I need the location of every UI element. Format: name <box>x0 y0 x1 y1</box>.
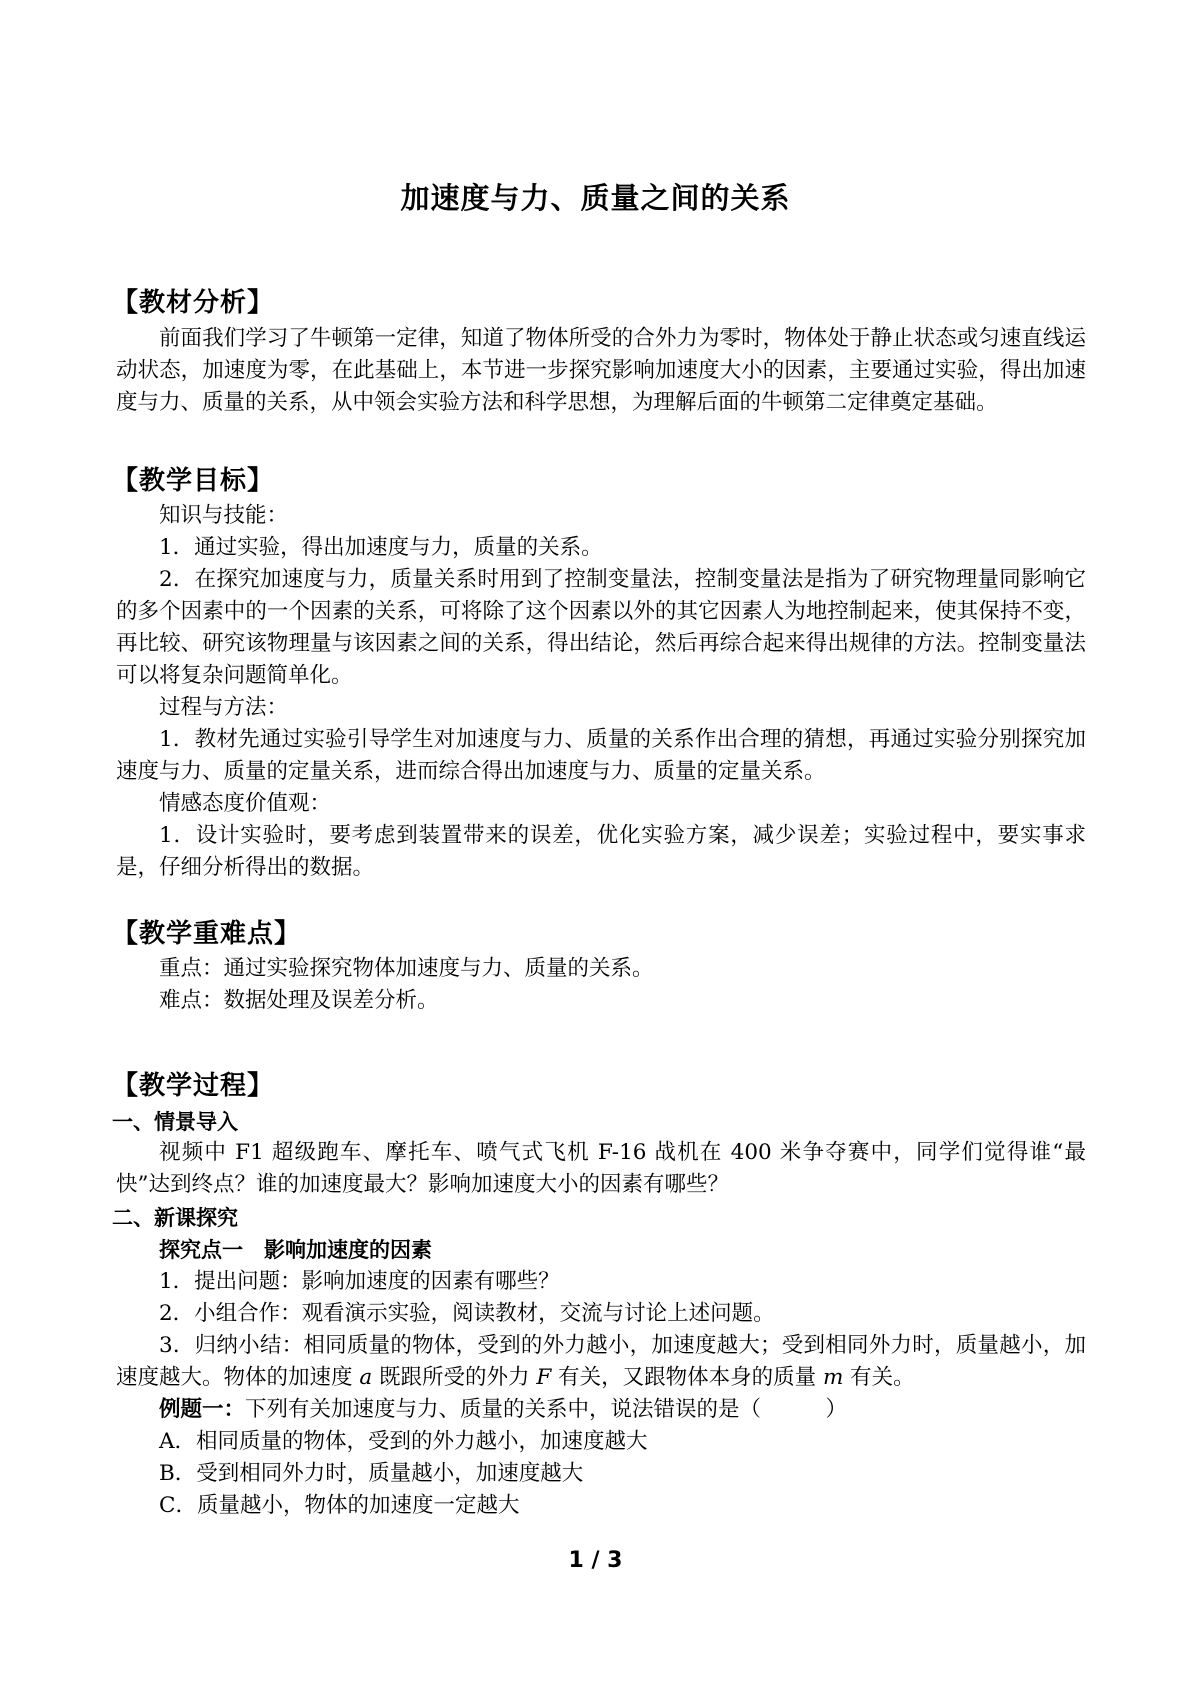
var-f: F <box>536 1365 552 1390</box>
option-b: B．受到相同外力时，质量越小，加速度越大 <box>159 1461 584 1486</box>
process-label: 过程与方法： <box>159 695 289 720</box>
page-number: 1 / 3 <box>568 1548 623 1573</box>
process-item-1: 1．教材先通过实验引导学生对加速度与力、质量的关系作出合理的猜想，再通过实验分别探究加速度与力、质量的定量关系，进而综合得出加速度与力、质量的定量关系。 <box>116 727 1086 784</box>
step-1: 1．提出问题：影响加速度的因素有哪些？ <box>159 1269 560 1294</box>
step-3: 3．归纳小结：相同质量的物体，受到的外力越小，加速度越大；受到相同外力时，质量越小，加速度越大。物体的加速度 a 既跟所受的外力 F 有关，又跟物体本身的质量 m 有关。 <box>116 1333 1086 1390</box>
point1-heading: 探究点一 影响加速度的因素 <box>159 1238 432 1262</box>
difficult-point: 难点：数据处理及误差分析。 <box>159 988 439 1013</box>
intro-paragraph: 视频中 F1 超级跑车、摩托车、喷气式飞机 F-16 战机在 400 米争夺赛中，同学们觉得谁“最快”达到终点？谁的加速度最大？影响加速度大小的因素有哪些？ <box>116 1140 1086 1197</box>
example-label: 例题一： <box>159 1397 246 1422</box>
option-a: A．相同质量的物体，受到的外力越小，加速度越大 <box>159 1429 648 1454</box>
option-c: C．质量越小，物体的加速度一定越大 <box>159 1493 520 1518</box>
knowledge-label: 知识与技能： <box>159 503 289 528</box>
knowledge-item-2: 2．在探究加速度与力，质量关系时用到了控制变量法，控制变量法是指为了研究物理量同影响它的多个因素中的一个因素的关系，可将除了这个因素以外的其它因素人为地控制起来，使其保持不变，再比较、研究该物理量与该因素之间的关系，得出结论，然后再综合起来得出规律的方法。控制变量法可以将复杂问题简单化。 <box>116 567 1086 688</box>
var-a: a <box>359 1365 373 1390</box>
section-heading-analysis: 【教材分析】 <box>112 288 275 318</box>
section-heading-keypoints: 【教学重难点】 <box>112 919 302 949</box>
example-question: 例题一：下列有关加速度与力、质量的关系中，说法错误的是（ ） <box>159 1397 848 1422</box>
analysis-paragraph: 前面我们学习了牛顿第一定律，知道了物体所受的合外力为零时，物体处于静止状态或匀速直线运动状态，加速度为零，在此基础上，本节进一步探究影响加速度大小的因素，主要通过实验，得出加速度与力、质量的关系，从中领会实验方法和科学思想，为理解后面的牛顿第二定律奠定基础。 <box>116 326 1086 415</box>
intro-heading: 一、情景导入 <box>112 1110 238 1134</box>
emotion-label: 情感态度价值观： <box>159 791 332 816</box>
emotion-item-1: 1．设计实验时，要考虑到装置带来的误差，优化实验方案，减少误差；实验过程中，要实事求是，仔细分析得出的数据。 <box>116 823 1086 880</box>
section-heading-goals: 【教学目标】 <box>112 466 275 496</box>
section-heading-process: 【教学过程】 <box>112 1071 275 1101</box>
var-m: m <box>822 1365 844 1390</box>
page-title: 加速度与力、质量之间的关系 <box>400 181 791 215</box>
step-2: 2．小组合作：观看演示实验，阅读教材，交流与讨论上述问题。 <box>159 1301 775 1326</box>
knowledge-item-1: 1．通过实验，得出加速度与力，质量的关系。 <box>159 535 603 560</box>
new-lesson-heading: 二、新课探究 <box>112 1206 238 1230</box>
key-point: 重点：通过实验探究物体加速度与力、质量的关系。 <box>159 956 654 981</box>
